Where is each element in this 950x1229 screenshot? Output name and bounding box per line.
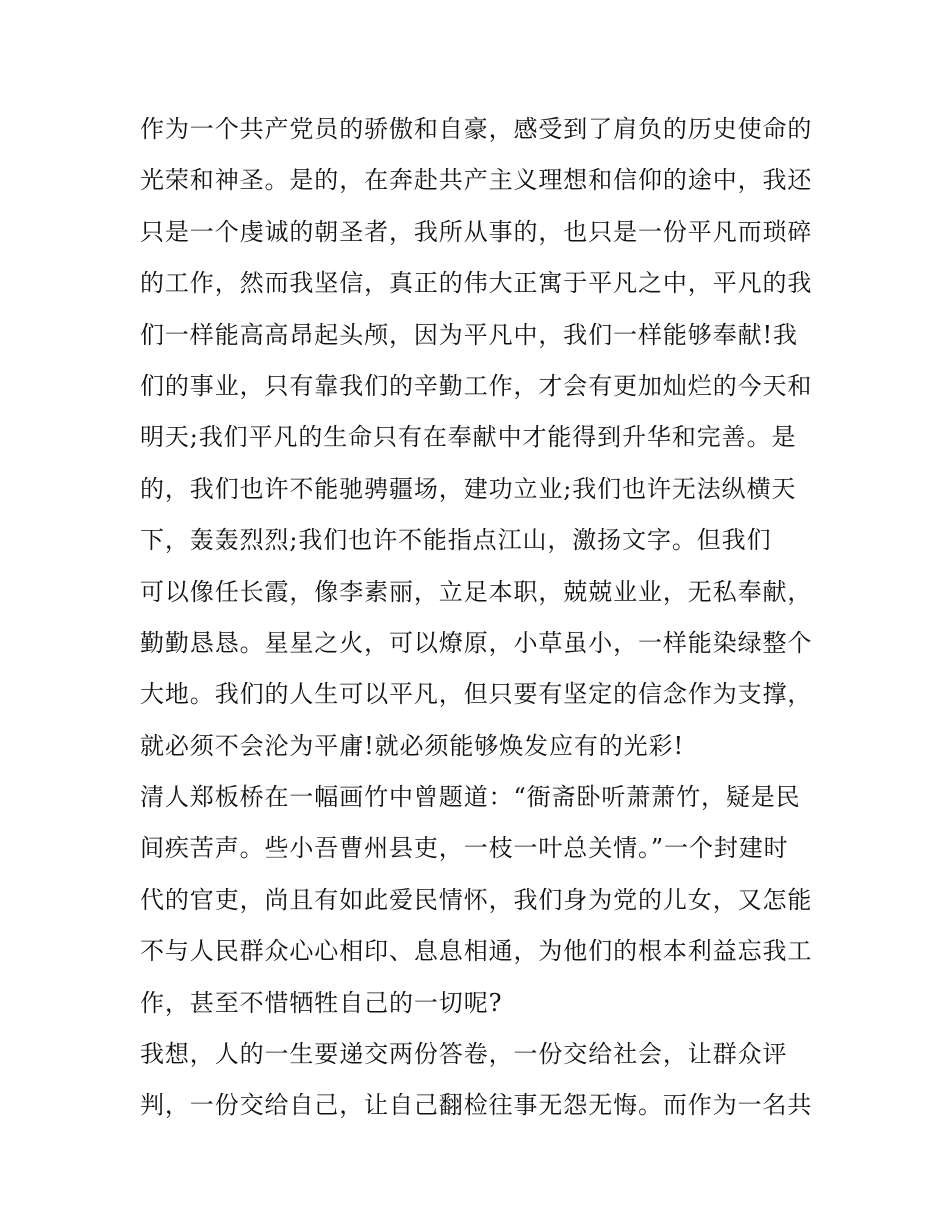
text-line: 大地。我们的人生可以平凡，但只要有坚定的信念作为支撑， — [140, 680, 813, 709]
text-line: 们一样能高高昂起头颅，因为平凡中，我们一样能够奉献!我 — [140, 320, 798, 349]
text-line: 勤勤恳恳。星星之火，可以燎原，小草虽小，一样能染绿整个 — [140, 628, 813, 657]
text-line: 作为一个共产党员的骄傲和自豪，感受到了肩负的历史使命的 — [140, 115, 813, 143]
text-line: 就必须不会沦为平庸!就必须能够焕发应有的光彩! — [140, 731, 684, 760]
text-line: 作，甚至不惜牺牲自己的一切呢? — [140, 988, 503, 1017]
text-line: 的工作，然而我坚信，真正的伟大正寓于平凡之中，平凡的我 — [140, 269, 813, 298]
text-line: 们的事业，只有靠我们的辛勤工作，才会有更加灿烂的今天和 — [140, 371, 813, 400]
text-line: 下，轰轰烈烈;我们也许不能指点江山，激扬文字。但我们 — [140, 526, 772, 555]
text-line: 光荣和神圣。是的，在奔赴共产主义理想和信仰的途中，我还 — [140, 166, 813, 195]
text-line: 判，一份交给自己，让自己翻检往事无怨无悔。而作为一名共 — [140, 1091, 813, 1120]
text-line: 代的官吏，尚且有如此爱民情怀，我们身为党的儿女，又怎能 — [140, 885, 813, 914]
text-line: 只是一个虔诚的朝圣者，我所从事的，也只是一份平凡而琐碎 — [140, 217, 813, 246]
text-line: 的，我们也许不能驰骋疆场，建功立业;我们也许无法纵横天 — [140, 474, 797, 503]
text-line: 间疾苦声。些小吾曹州县吏，一枝一叶总关情。”一个封建时 — [140, 834, 789, 863]
text-line: 可以像任长霞，像李素丽，立足本职，兢兢业业，无私奉献， — [140, 577, 813, 606]
text-line: 清人郑板桥在一幅画竹中曾题道：“衙斋卧听萧萧竹，疑是民 — [140, 783, 801, 812]
text-line: 不与人民群众心心相印、息息相通，为他们的根本利益忘我工 — [140, 937, 813, 966]
text-line: 我想，人的一生要递交两份答卷，一份交给社会，让群众评 — [140, 1040, 788, 1069]
document-body — [140, 104, 820, 1132]
text-line: 明天;我们平凡的生命只有在奉献中才能得到升华和完善。是 — [140, 423, 797, 452]
